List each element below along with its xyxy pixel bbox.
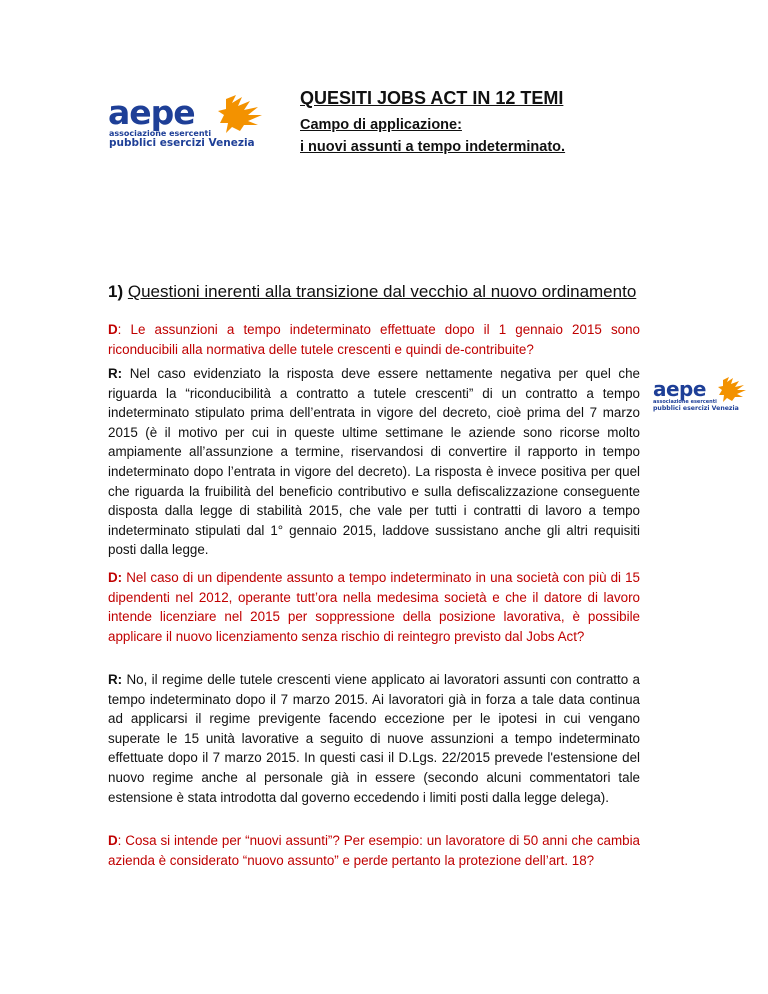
question-1: D: Le assunzioni a tempo indeterminato effettuate dopo il 1 gennaio 2015 sono riconducibili alla normativa delle tutele crescenti e quindi de-contribuite? [108,322,640,357]
subtitle-new-hires: i nuovi assunti a tempo indeterminato. [300,139,566,155]
question-2: D: Nel caso di un dipendente assunto a tempo indeterminato in una società con più di 15 dipendenti nel 2012, operante tutt’ora nella medesima società e che il datore di lavoro intende licenziare nel 2015 per soppressione della posizione lavorativa, è possibile applicare il nuovo licenziamento senza rischio di reintegro previsto dal Jobs Act? [108,570,640,644]
section-heading [108,282,648,302]
winged-lion-icon [218,95,262,133]
logo-line1: associazione esercenti [109,129,212,138]
subtitle-scope: Campo di applicazione: [300,117,462,133]
document-header [300,88,740,155]
answer-1: R: Nel caso evidenziato la risposta deve essere nettamente negativa per quel che riguarda la “riconducibilità a contratto a tutele crescenti” di un contratto a tempo indeterminato stipulato prima dell’entrata in vigore del decreto, cioè prima del 7 marzo 2015 (è il motivo per cui in queste ultime settimane le aziende sono ricorse molto ampiamente all’assunzione a termine, riservandosi di convertire il rapporto in tempo indeterminato dopo l’entrata in vigore del decreto). La risposta è invece positiva per quel che riguarda la fruibilità del beneficio contributivo e sulla defiscalizzazione conseguente disposta dalla legge di stabilità 2015, che vale per tutti i contratti di lavoro a tempo indeterminato stipulati dal 1° gennaio 2015, laddove sussistano anche gli altri requisiti posti dalla legge. [108,366,640,558]
winged-lion-icon [718,377,746,402]
answer-2: R: No, il regime delle tutele crescenti viene applicato ai lavoratori assunti con contratto a tempo indeterminato dopo il 7 marzo 2015. Ai lavoratori già in forza a tale data continua ad applicarsi il regime previgente facendo eccezione per le ipotesi in cui vengano superate le 15 unità lavorative a seguito di nuove assunzioni a tempo indeterminato effettuate dopo il 7 marzo 2015. In questi casi il D.Lgs. 22/2015 prevede l'estensione del nuovo regime anche al personale già in essere (secondo alcuni commentatori tale estensione è stata introdotta dal governo eccedendo i limiti posti dalla legge delega). [108,672,640,805]
svg-text:aepe: aepe [653,377,706,401]
svg-text:associazione esercenti: associazione esercenti [653,399,717,405]
section-title: Questioni inerenti alla transizione dal vecchio al nuovo ordinamento [127,282,637,301]
aepe-logo-small [653,376,748,412]
logo-line2: pubblici esercizi Venezia [109,137,255,149]
question-3: D: Cosa si intende per “nuovi assunti”? Per esempio: un lavoratore di 50 anni che cambia azienda è considerato “nuovo assunto” e perde pertanto la protezione dell’art. 18? [108,833,640,868]
aepe-logo [108,93,268,149]
section-number: 1) [108,282,124,301]
logo-brand: aepe [108,93,195,132]
document-title: QUESITI JOBS ACT IN 12 TEMI [300,88,564,108]
svg-text:pubblici esercizi Venezia: pubblici esercizi Venezia [653,405,739,412]
